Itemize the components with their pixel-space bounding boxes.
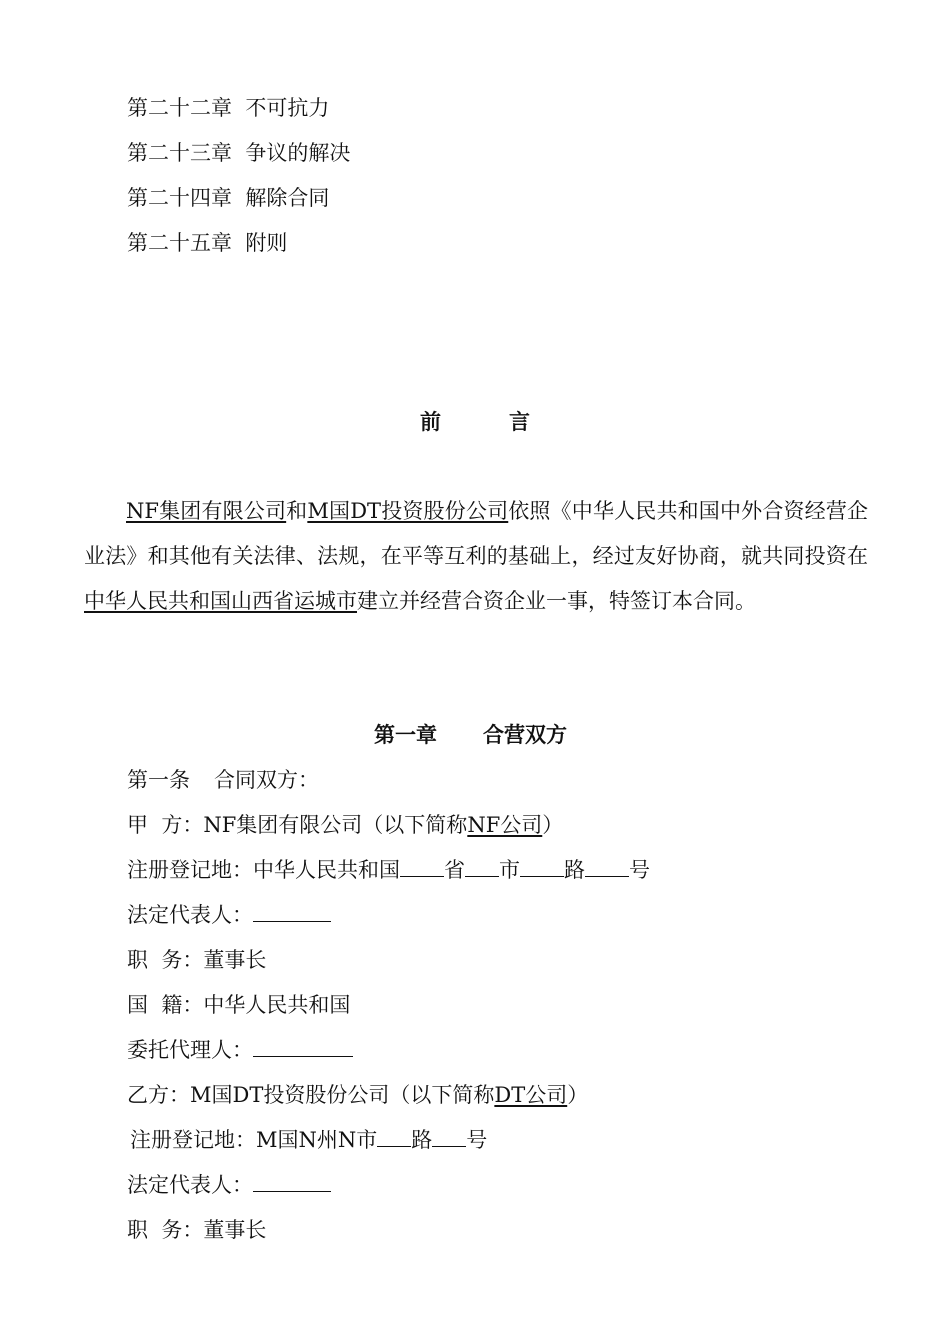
party-a-label: 甲 方： <box>127 813 204 837</box>
reg-a-shi: 市 <box>499 858 520 882</box>
position-a-label: 职 务： <box>127 948 204 972</box>
reg-b-lu: 路 <box>411 1128 433 1152</box>
position-b-value: 董事长 <box>203 1218 267 1242</box>
blank-field <box>585 856 629 877</box>
preface-paragraph <box>84 489 868 624</box>
toc-item <box>127 93 329 123</box>
reg-a-line <box>127 855 650 885</box>
blank-field <box>400 856 444 877</box>
article-1 <box>127 765 319 795</box>
toc-chapter: 第二十二章 <box>127 96 232 120</box>
reg-b-line <box>130 1125 487 1155</box>
chapter-number: 第一章 <box>374 722 437 747</box>
location: 中华人民共和国山西省运城市 <box>84 589 357 613</box>
reg-a-country: 中华人民共和国 <box>253 858 400 882</box>
position-b-label: 职 务： <box>127 1218 204 1242</box>
nationality-line <box>127 990 350 1020</box>
agent-label: 委托代理人： <box>127 1038 253 1062</box>
toc-chapter: 第二十四章 <box>127 186 232 210</box>
reg-b-hao: 号 <box>466 1128 488 1152</box>
agent-line <box>127 1035 353 1065</box>
toc-chapter: 第二十五章 <box>127 231 232 255</box>
nationality-value: 中华人民共和国 <box>203 993 351 1017</box>
article-title: 合同双方： <box>214 768 319 792</box>
party-a-line <box>127 810 563 840</box>
chapter-heading <box>374 720 567 750</box>
preface-heading-char1: 前 <box>420 409 441 434</box>
preface-text-2: 建立并经营合资企业一事，特签订本合同。 <box>357 589 756 613</box>
party-b-name: M国DT投资股份公司 <box>307 499 509 523</box>
reg-b-label: 注册登记地： <box>130 1128 256 1152</box>
toc-item <box>127 228 287 258</box>
position-a-value: 董事长 <box>203 948 267 972</box>
reg-a-hao: 号 <box>629 858 650 882</box>
toc-title: 附则 <box>245 231 288 255</box>
article-label: 第一条 <box>127 768 190 792</box>
party-b-line <box>127 1080 588 1110</box>
reg-a-label: 注册登记地： <box>127 858 253 882</box>
party-b-label: 乙方： <box>127 1083 190 1107</box>
blank-field <box>253 901 331 922</box>
toc-title: 争议的解决 <box>245 141 351 165</box>
preface-heading <box>420 407 530 437</box>
party-a-name: NF集团有限公司 <box>126 499 287 523</box>
position-a-line <box>127 945 266 975</box>
legal-rep-b-label: 法定代表人： <box>127 1173 253 1197</box>
blank-field <box>253 1036 353 1057</box>
blank-field <box>465 856 499 877</box>
reg-a-sheng: 省 <box>444 858 465 882</box>
party-a-short-name: NF公司 <box>467 813 543 837</box>
blank-field <box>432 1126 466 1147</box>
paren-close: ） <box>567 1083 589 1107</box>
party-b-full-name: M国DT投资股份公司（以下简称 <box>190 1083 495 1107</box>
toc-title: 解除合同 <box>245 186 330 210</box>
reg-b-place: M国N州N市 <box>256 1128 378 1152</box>
position-b-line <box>127 1215 266 1245</box>
legal-rep-b-line <box>127 1170 331 1200</box>
chapter-title: 合营双方 <box>483 722 567 747</box>
connector-text: 和 <box>286 499 308 523</box>
blank-field <box>520 856 564 877</box>
preface-heading-char2: 言 <box>509 409 530 434</box>
toc-title: 不可抗力 <box>245 96 330 120</box>
toc-chapter: 第二十三章 <box>127 141 232 165</box>
legal-rep-a-line <box>127 900 331 930</box>
blank-field <box>253 1171 331 1192</box>
party-b-short-name: DT公司 <box>494 1083 568 1107</box>
party-a-full-name: NF集团有限公司（以下简称 <box>203 813 468 837</box>
toc-item <box>127 138 350 168</box>
blank-field <box>377 1126 411 1147</box>
reg-a-lu: 路 <box>564 858 585 882</box>
legal-rep-a-label: 法定代表人： <box>127 903 253 927</box>
nationality-label: 国 籍： <box>127 993 204 1017</box>
paren-close: ） <box>542 813 564 837</box>
toc-item <box>127 183 329 213</box>
preface-text-1: 依照《中华人民共和国中外合资经营企业法》和其他有关法律、法规，在平等互利的基础上，经过友好协商，就共同投资在 <box>84 499 869 568</box>
